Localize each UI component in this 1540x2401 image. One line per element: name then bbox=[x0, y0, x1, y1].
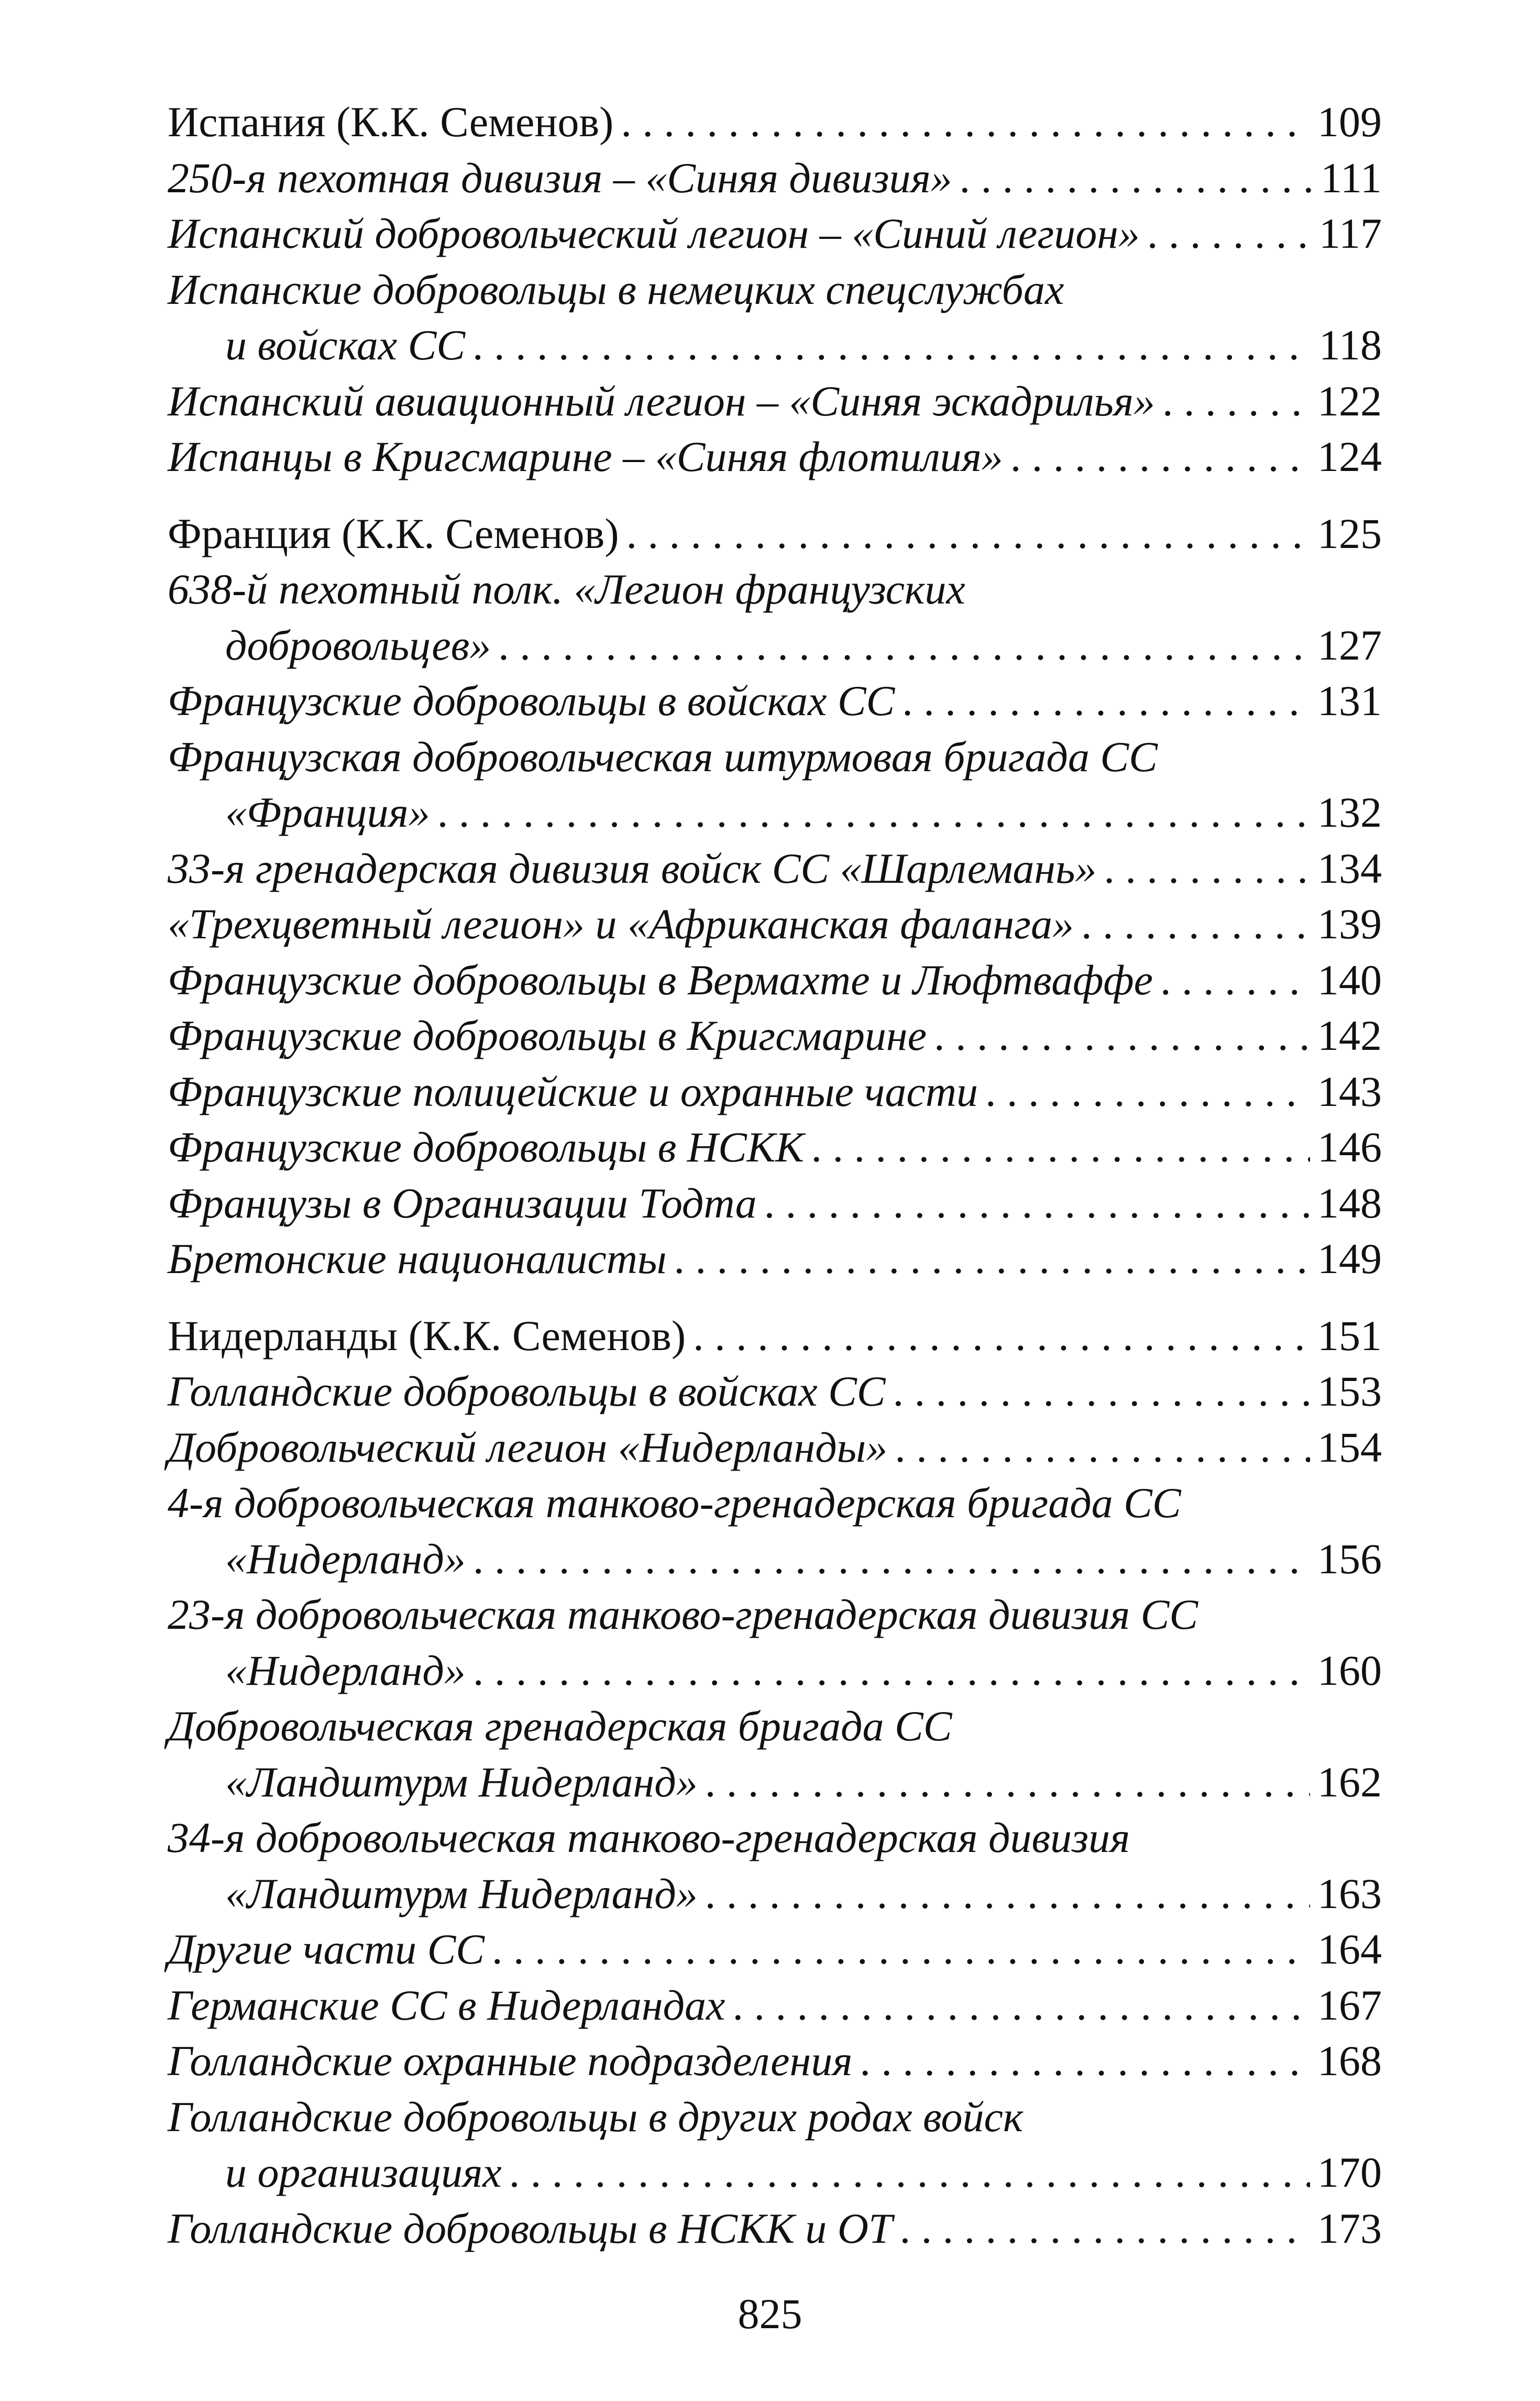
toc-heading-title: Испания (К.К. Семенов) bbox=[168, 98, 614, 146]
dot-leader bbox=[860, 2033, 1310, 2089]
toc-entry-page: 111 bbox=[1321, 154, 1382, 202]
toc-entry-page: 140 bbox=[1317, 956, 1382, 1004]
toc-entry bbox=[168, 1364, 1382, 1420]
toc-heading bbox=[168, 1308, 1382, 1364]
toc-entry-title-line2: «Нидерланд» bbox=[225, 1646, 466, 1694]
toc-entry-page: 143 bbox=[1317, 1067, 1382, 1115]
toc-entry-title: Голландские охранные подразделения bbox=[168, 2037, 853, 2085]
toc-entry-title: Голландские добровольцы в войсках СС bbox=[168, 1367, 886, 1415]
toc-entry bbox=[168, 1531, 1382, 1587]
toc-entry-title: «Трехцветный легион» и «Африканская фаланга» bbox=[168, 900, 1074, 948]
dot-leader bbox=[960, 150, 1313, 206]
dot-leader bbox=[498, 618, 1310, 674]
toc-entry-page: 139 bbox=[1317, 900, 1382, 948]
toc-entry-title: Французские добровольцы в Вермахте и Люфтваффе bbox=[168, 956, 1153, 1004]
toc-entry bbox=[168, 1978, 1382, 2034]
toc-heading-title: Нидерланды (К.К. Семенов) bbox=[168, 1311, 686, 1360]
toc-entry bbox=[168, 1064, 1382, 1120]
toc-entry-page: 154 bbox=[1317, 1423, 1382, 1471]
toc-section-france bbox=[168, 506, 1382, 1287]
dot-leader bbox=[705, 1866, 1310, 1922]
toc-entry-page: 168 bbox=[1317, 2037, 1382, 2085]
toc-entry bbox=[168, 618, 1382, 674]
toc-entry-title: Другие части СС bbox=[168, 1925, 485, 1973]
toc-entry-title-line2: и организациях bbox=[225, 2148, 502, 2196]
toc-entry-title-line1: 23-я добровольческая танково-гренадерская дивизия СС bbox=[168, 1591, 1198, 1638]
toc-entry bbox=[168, 1008, 1382, 1064]
toc-entry-title-line2: и войсках СС bbox=[225, 321, 466, 369]
dot-leader bbox=[1147, 206, 1312, 262]
toc-entry bbox=[168, 429, 1382, 485]
toc-entry-page: 153 bbox=[1317, 1367, 1382, 1415]
toc-entry-title-line1: Голландские добровольцы в других родах войск bbox=[168, 2092, 1024, 2141]
toc-entry-page: 124 bbox=[1317, 433, 1382, 480]
page-number: 825 bbox=[738, 2290, 802, 2338]
toc-heading-page: 125 bbox=[1317, 509, 1382, 557]
toc-entry-title: Германские СС в Нидерландах bbox=[168, 1981, 725, 2029]
toc-entry bbox=[168, 841, 1382, 897]
table-of-contents bbox=[168, 94, 1382, 2277]
toc-heading-page: 151 bbox=[1317, 1311, 1382, 1360]
toc-entry bbox=[168, 1420, 1382, 1476]
toc-entry-title-line1: Французская добровольческая штурмовая бригада СС bbox=[168, 732, 1158, 781]
toc-entry bbox=[168, 317, 1382, 374]
toc-entry-page: 162 bbox=[1317, 1758, 1382, 1806]
toc-heading bbox=[168, 506, 1382, 562]
toc-entry-title-line1: 34-я добровольческая танково-гренадерская дивизия bbox=[168, 1814, 1130, 1861]
dot-leader bbox=[693, 1308, 1310, 1364]
dot-leader bbox=[764, 1176, 1310, 1232]
dot-leader bbox=[473, 1531, 1310, 1587]
toc-entry bbox=[168, 2145, 1382, 2201]
toc-entry-title-line1: Испанские добровольцы в немецких спецслужбах bbox=[168, 265, 1064, 313]
dot-leader bbox=[626, 506, 1310, 562]
dot-leader bbox=[900, 2201, 1310, 2257]
toc-entry-title: Французские добровольцы в войсках СС bbox=[168, 677, 895, 725]
toc-entry-page: 170 bbox=[1317, 2148, 1382, 2196]
toc-entry-title: Французские добровольцы в Кригсмарине bbox=[168, 1012, 927, 1059]
toc-entry-page: 146 bbox=[1317, 1123, 1382, 1171]
toc-entry-page: 122 bbox=[1317, 377, 1382, 425]
toc-entry bbox=[168, 1120, 1382, 1176]
toc-entry-title-line1: Добровольческая гренадерская бригада СС bbox=[168, 1702, 952, 1750]
toc-entry-title: 250-я пехотная дивизия – «Синяя дивизия» bbox=[168, 154, 952, 202]
dot-leader bbox=[1010, 429, 1310, 485]
toc-entry-title-line2: «Франция» bbox=[225, 788, 430, 836]
dot-leader bbox=[674, 1231, 1311, 1287]
dot-leader bbox=[1104, 841, 1310, 897]
toc-entry-title: Испанский авиационный легион – «Синяя эскадрилья» bbox=[168, 377, 1155, 425]
toc-entry bbox=[168, 1643, 1382, 1699]
dot-leader bbox=[902, 673, 1310, 729]
toc-entry-title: Французские полицейские и охранные части bbox=[168, 1067, 978, 1115]
toc-section-netherlands bbox=[168, 1308, 1382, 2257]
toc-entry-page: 160 bbox=[1317, 1646, 1382, 1694]
toc-entry-title-line2: «Ландштурм Нидерланд» bbox=[225, 1869, 698, 1917]
dot-leader bbox=[893, 1364, 1311, 1420]
dot-leader bbox=[621, 94, 1310, 150]
toc-entry-page: 127 bbox=[1317, 621, 1382, 669]
toc-entry-title-line1: 4-я добровольческая танково-гренадерская бригада СС bbox=[168, 1479, 1181, 1527]
dot-leader bbox=[985, 1064, 1310, 1120]
toc-entry-title-line1: 638-й пехотный полк. «Легион французских bbox=[168, 565, 965, 613]
toc-entry-page: 148 bbox=[1317, 1179, 1382, 1227]
toc-entry-title-line2: «Ландштурм Нидерланд» bbox=[225, 1758, 698, 1806]
toc-entry bbox=[168, 896, 1382, 952]
toc-entry-page: 132 bbox=[1317, 788, 1382, 836]
toc-entry-title-line2: добровольцев» bbox=[225, 621, 491, 669]
toc-entry bbox=[168, 673, 1382, 729]
toc-entry-page: 173 bbox=[1317, 2204, 1382, 2252]
toc-heading-title: Франция (К.К. Семенов) bbox=[168, 509, 619, 557]
toc-entry bbox=[168, 952, 1382, 1008]
toc-entry-page: 131 bbox=[1317, 677, 1382, 725]
toc-entry bbox=[168, 1231, 1382, 1287]
dot-leader bbox=[811, 1120, 1310, 1176]
toc-entry-page: 149 bbox=[1317, 1235, 1382, 1282]
dot-leader bbox=[437, 785, 1310, 841]
toc-section-spain bbox=[168, 94, 1382, 485]
toc-entry bbox=[168, 1755, 1382, 1811]
dot-leader bbox=[492, 1922, 1310, 1978]
toc-entry bbox=[168, 1866, 1382, 1922]
toc-entry bbox=[168, 206, 1382, 262]
toc-entry-page: 117 bbox=[1319, 210, 1382, 257]
toc-entry bbox=[168, 785, 1382, 841]
toc-entry-title: Испанцы в Кригсмарине – «Синяя флотилия» bbox=[168, 433, 1003, 480]
toc-entry-page: 142 bbox=[1317, 1012, 1382, 1059]
dot-leader bbox=[1081, 896, 1310, 952]
toc-entry-title: Добровольческий легион «Нидерланды» bbox=[168, 1423, 888, 1471]
toc-entry-page: 156 bbox=[1317, 1534, 1382, 1583]
dot-leader bbox=[1162, 374, 1310, 430]
toc-entry-title: Бретонские националисты bbox=[168, 1235, 667, 1282]
toc-entry-title: Голландские добровольцы в НСКК и ОТ bbox=[168, 2204, 893, 2252]
dot-leader bbox=[472, 317, 1312, 374]
toc-entry bbox=[168, 2033, 1382, 2089]
dot-leader bbox=[705, 1755, 1310, 1811]
toc-entry-page: 118 bbox=[1319, 321, 1382, 369]
toc-entry bbox=[168, 1922, 1382, 1978]
dot-leader bbox=[934, 1008, 1310, 1064]
toc-entry-page: 164 bbox=[1317, 1925, 1382, 1973]
toc-heading bbox=[168, 94, 1382, 150]
dot-leader bbox=[895, 1420, 1310, 1476]
toc-entry-title-line2: «Нидерланд» bbox=[225, 1534, 466, 1583]
toc-entry-title: Испанский добровольческий легион – «Синий легион» bbox=[168, 210, 1140, 257]
toc-entry bbox=[168, 1176, 1382, 1232]
dot-leader bbox=[732, 1978, 1310, 2034]
dot-leader bbox=[1160, 952, 1310, 1008]
dot-leader bbox=[509, 2145, 1310, 2201]
toc-entry-title: Французы в Организации Тодта bbox=[168, 1179, 757, 1227]
toc-entry-page: 134 bbox=[1317, 844, 1382, 892]
toc-entry bbox=[168, 2201, 1382, 2257]
toc-entry-title: Французские добровольцы в НСКК bbox=[168, 1123, 804, 1171]
toc-entry-title: 33-я гренадерская дивизия войск СС «Шарлемань» bbox=[168, 844, 1097, 892]
toc-heading-page: 109 bbox=[1317, 98, 1382, 146]
toc-entry-page: 167 bbox=[1317, 1981, 1382, 2029]
toc-entry bbox=[168, 374, 1382, 430]
toc-entry-page: 163 bbox=[1317, 1869, 1382, 1917]
dot-leader bbox=[473, 1643, 1310, 1699]
toc-entry bbox=[168, 150, 1382, 206]
